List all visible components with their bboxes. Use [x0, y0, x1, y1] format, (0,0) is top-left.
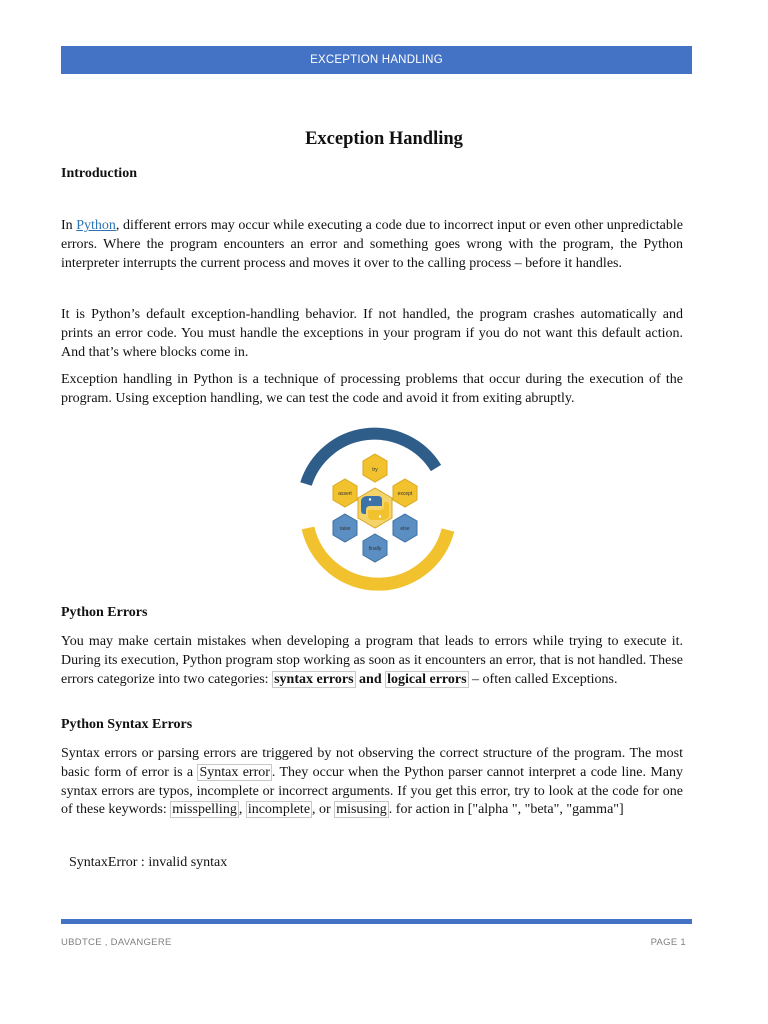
hex-except: [393, 479, 417, 507]
p4-and: and: [355, 671, 386, 687]
intro-paragraph-3: Exception handling in Python is a technique of processing problems that occur during the execution of the program. Using exception handling, we can test the code and avoid it from exiting abruptly.: [61, 372, 683, 406]
intro-paragraph-1: [61, 217, 683, 273]
svg-text:assert: assert: [338, 491, 352, 497]
keyword-misspelling: misspelling: [172, 802, 237, 818]
footer-institution: UBDTCE , DAVANGERE: [61, 937, 172, 948]
document-title: Exception Handling: [305, 129, 463, 149]
hex-raise: [333, 514, 357, 542]
header-bar: [61, 46, 692, 74]
footer-bar: [61, 919, 692, 924]
hex-finally: [363, 534, 387, 562]
introduction-heading: Introduction: [61, 166, 137, 181]
p4-text: You may make certain mistakes when developing a program that leads to errors while trying to execute it. During its execution, Python program stop working as soon as it encounters an error, that is not handled. These errors categorize into two categories:: [61, 634, 683, 687]
p1-rest: , different errors may occur while executing a code due to incorrect input or even other unpredictable errors. Where the program encounters an error and something goes wrong with the program, the Python interpreter interrupts the current process and moves it over to the calling process – before it handles.: [61, 218, 683, 271]
p5-c: . for action in ["alpha ", "beta", "gamma"]: [388, 802, 624, 818]
python-link[interactable]: Python: [76, 218, 116, 233]
p5-a: Syntax errors or parsing errors are triggered by not observing the correct structure of the program. The most basic form of error is a: [61, 746, 683, 780]
header-title: EXCEPTION HANDLING: [310, 54, 443, 66]
p5-sep1: ,: [238, 802, 246, 818]
syntax-errors-heading: Python Syntax Errors: [61, 717, 193, 732]
hex-try: [363, 454, 387, 482]
keyword-incomplete: incomplete: [247, 802, 311, 818]
svg-text:except: except: [397, 491, 413, 497]
p5-b: . They occur when the Python parser cannot interpret a code line. Many syntax errors are typos, incomplete or incorrect arguments. If you get this error, try to look at the code for one of these keywords:: [61, 764, 683, 818]
errors-paragraph: [61, 633, 683, 689]
hex-assert: [333, 479, 357, 507]
python-exception-logo: [298, 424, 458, 596]
term-syntax-errors: syntax errors: [274, 671, 354, 687]
hex-else: [393, 514, 417, 542]
svg-text:raise: raise: [339, 526, 351, 532]
p5-sep2: , or: [312, 802, 335, 818]
keyword-misusing: misusing: [336, 802, 387, 818]
svg-text:else: else: [400, 526, 410, 532]
svg-text:try: try: [372, 467, 378, 473]
term-logical-errors: logical errors: [387, 671, 467, 687]
python-errors-heading: Python Errors: [61, 605, 148, 620]
term-syntax-error: Syntax error: [199, 764, 270, 780]
python-logo-icon: [358, 488, 392, 528]
syntax-error-code-line: SyntaxError : invalid syntax: [69, 855, 228, 870]
footer-page-number: PAGE 1: [650, 937, 686, 948]
p4-rest: – often called Exceptions.: [468, 671, 618, 687]
svg-text:finally: finally: [368, 546, 382, 552]
p1-lead: In: [61, 218, 77, 233]
syntax-paragraph: [61, 745, 683, 820]
intro-paragraph-2: It is Python’s default exception-handling behavior. If not handled, the program crashes automatically and prints an error code. You must handle the exceptions in your program if you do not want this default action. And that’s where blocks come in.: [61, 307, 683, 360]
